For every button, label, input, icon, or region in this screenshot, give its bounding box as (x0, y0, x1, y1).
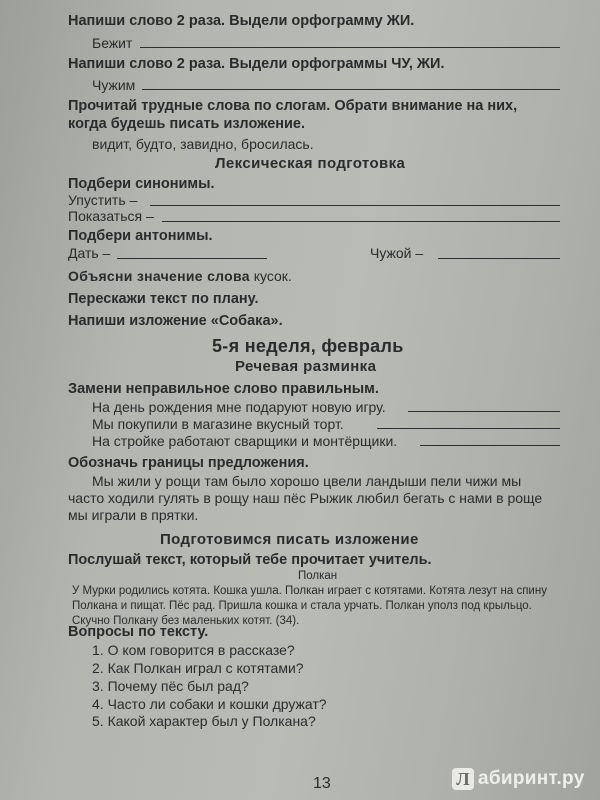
answer-line (117, 258, 267, 259)
question-2: 2. Как Полкан играл с котятами? (92, 660, 304, 676)
task-essay: Напиши изложение «Собака». (68, 313, 283, 329)
story-title: Полкан (298, 570, 338, 582)
task-read-hard-words-line1: Прочитай трудные слова по слогам. Обрати внимание на них, (68, 98, 518, 114)
task-synonyms: Подбери синонимы. (68, 176, 215, 192)
week-title: 5-я неделя, февраль (212, 336, 404, 356)
task-meaning-label: Объясни значение слова (68, 268, 250, 284)
questions-heading: Вопросы по тексту. (68, 624, 209, 640)
word-bezhit: Бежит (92, 35, 133, 51)
task-read-hard-words-line2: когда будешь писать изложение. (68, 116, 306, 132)
sentence-3: На стройке работают сварщики и монтёрщики. (92, 433, 398, 449)
sentence-2: Мы покупили в магазине вкусный торт. (92, 416, 344, 432)
task-meaning-word: кусок. (253, 268, 292, 284)
antonym-dat: Дать – (68, 245, 111, 261)
synonym-upustit: Упустить – (68, 192, 138, 208)
answer-line (438, 258, 560, 259)
hard-words-list: видит, будто, завидно, бросилась. (92, 136, 314, 152)
labirint-watermark (420, 758, 600, 800)
task-replace-word: Замени неправильное слово правильным. (68, 381, 379, 397)
answer-line (140, 47, 560, 48)
task-boundaries: Обозначь границы предложения. (68, 455, 309, 471)
lexical-heading: Лексическая подготовка (215, 155, 406, 172)
answer-line (142, 89, 560, 90)
week-subtitle: Речевая разминка (235, 358, 377, 375)
synonym-pokazatsya: Показаться – (68, 208, 154, 224)
watermark-logo-icon: Л (452, 768, 474, 790)
boundaries-line-1: Мы жили у рощи там было хорошо цвели ландыши пели чижи мы (92, 473, 522, 489)
question-5: 5. Какой характер был у Полкана? (92, 713, 316, 729)
task-antonyms: Подбери антонимы. (68, 228, 213, 244)
answer-line (162, 221, 560, 222)
watermark-text: абиринт.ру (478, 768, 585, 789)
antonym-chuzhoy: Чужой – (370, 245, 424, 261)
answer-line (420, 445, 560, 446)
task-retell: Перескажи текст по плану. (68, 291, 259, 307)
answer-line (408, 411, 560, 412)
task-write-twice-chu-zhi: Напиши слово 2 раза. Выдели орфограммы ЧУ, ЖИ. (68, 56, 445, 72)
task-write-twice-zhi: Напиши слово 2 раза. Выдели орфограмму ЖИ. (68, 13, 415, 29)
story-text: У Мурки родились котята. Кошка ушла. Полкан играет с котятами. Котята лезут на спину Полкана и пищат. Пёс рад. Пришла кошка и стала урчать. Полкан уполз под крыльцо. Скучно Полкану без маленьких котят. (34). (72, 585, 547, 627)
task-listen: Послушай текст, который тебе прочитает учитель. (68, 552, 432, 568)
boundaries-line-3: мы играли в прятки. (68, 507, 199, 523)
page-number: 13 (313, 775, 331, 792)
boundaries-line-2: часто ходили гулять в рощу наш пёс Рыжик любил бегать с нами в роще (68, 490, 543, 506)
question-1: 1. О ком говорится в рассказе? (92, 642, 295, 658)
question-4: 4. Часто ли собаки и кошки дружат? (92, 696, 327, 712)
word-chuzhim: Чужим (92, 77, 136, 93)
question-3: 3. Почему пёс был рад? (92, 678, 249, 694)
prep-heading: Подготовимся писать изложение (160, 531, 419, 548)
answer-line (150, 205, 560, 206)
answer-line (377, 428, 560, 429)
sentence-1: На день рождения мне подаруют новую игру. (92, 399, 386, 415)
task-meaning (68, 268, 292, 284)
